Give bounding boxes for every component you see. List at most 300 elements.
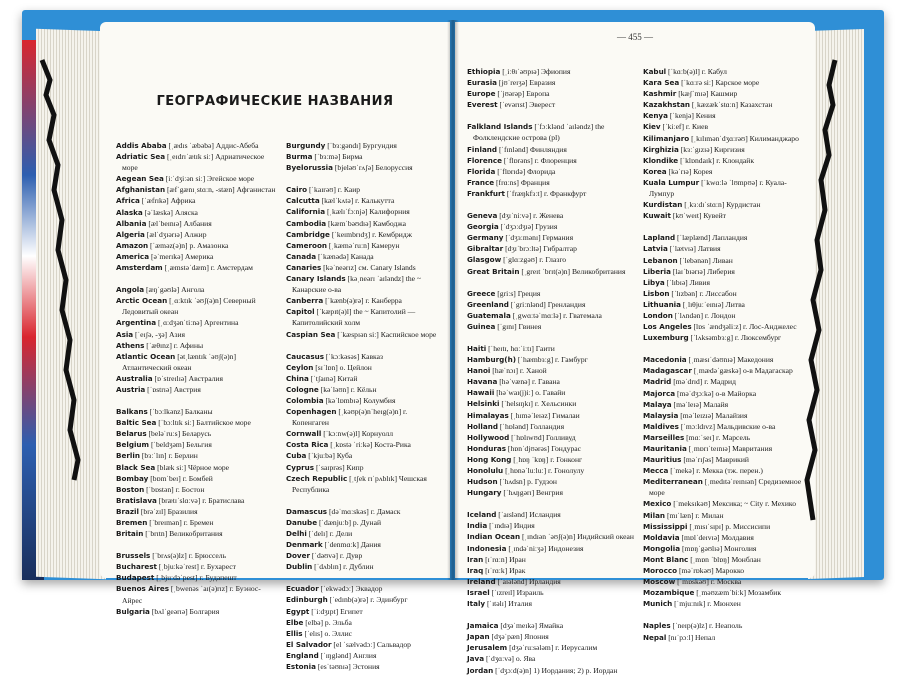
entry-definition: [ˌhɒŋ ˈkɒŋ] г. Гонконг [511,454,583,464]
dictionary-entry [116,229,276,240]
entry-headword: Mozambique [643,588,695,598]
entry-headword: Madagascar [643,366,692,376]
entry-definition: [ˈedɪnb(ə)rə] г. Эдинбург [327,595,408,605]
dictionary-entry [467,321,635,332]
entry-definition: [ˈmekə] г. Мекка (тж. перен.) [668,466,763,476]
entry-headword: Munich [643,599,673,609]
dictionary-entry [116,384,276,395]
entry-headword: Dover [286,551,311,561]
entry-headword: Adriatic Sea [116,152,166,162]
dictionary-entry [467,387,635,398]
entry-headword: Australia [116,373,153,383]
entry-definition: [mɒlˈdeɪvɪə] Молдавия [679,532,754,542]
dictionary-entry [286,184,444,195]
dictionary-entry [286,329,444,340]
entry-headword: Bratislava [116,495,157,505]
dictionary-entry [286,473,444,495]
dictionary-entry [286,373,444,384]
entry-definition: [blæk siː] Чёрное море [155,462,230,472]
dictionary-entry [286,628,444,639]
entry-headword: Capitol [286,307,315,317]
entry-definition: [ˈlʌndən] г. Лондон [672,310,736,320]
entry-definition: [ˈkwɑːlə ˈlʊmpʊə] г. Куала-Лумпур [649,177,787,199]
dictionary-entry [467,476,635,487]
entry-headword: Kuala Lumpur [643,177,700,187]
entry-headword: Kuwait [643,211,671,221]
entry-definition: [ˈbɜːgəndɪ] Бургундия [325,141,397,150]
entry-definition: [kæmˈbəʊdɪə] Камбоджа [326,218,406,228]
entry-definition: [ˈekwədɔː] Эквадор [318,584,383,594]
entry-definition: [hɒnˈdjʊərəs] Гондурас [506,443,582,453]
entry-definition: [ˌmɒn ˈblɒŋ] Монблан [688,554,761,564]
dictionary-entry [467,554,635,565]
entry-definition: [ˌmɪsɪˈsɪpɪ] р. Миссисипи [687,521,771,531]
entry-definition: [ˈlebənən] Ливан [677,255,733,265]
entry-definition: [ˈbɒstən] г. Бостон [144,484,205,494]
entry-definition: [ˌgreɪt ˈbrɪt(ə)n] Великобритания [519,266,626,276]
dictionary-entry [286,295,444,306]
entry-gap [643,609,803,620]
entry-definition: [ˈbɔːlkənz] Балканы [147,407,213,417]
entry-definition: [bɒmˈbeɪ] г. Бомбей [148,473,213,483]
dictionary-entry [643,88,803,99]
entry-headword: Bremen [116,518,148,527]
entry-headword: Jamaica [467,621,499,631]
dictionary-entry [116,528,276,539]
dictionary-entry [467,620,635,631]
dictionary-entry [467,88,635,99]
entry-headword: Hamburg(h) [467,355,516,365]
entry-gap [286,572,444,583]
entry-headword: Hanoi [467,366,491,376]
dictionary-entry [643,476,803,498]
entry-headword: Mecca [643,466,669,476]
entry-definition: [ˌbjuːdəˈpest] г. Будапешт [154,573,237,583]
entry-headword: Kenya [643,111,668,121]
dictionary-entry [286,362,444,373]
entry-headword: Kara Sea [643,78,680,88]
entry-headword: Mongolia [643,543,681,553]
entry-headword: Baltic Sea [116,418,157,428]
entry-headword: Denmark [286,540,323,550]
entry-headword: Naples [643,621,671,631]
entry-definition: [ˌlɪθjuːˈeɪnɪə] Литва [681,299,745,309]
dictionary-entry [116,506,276,517]
entry-definition: [brætɪˈslɑːvə] г. Братислава [156,495,245,505]
dictionary-entry [116,151,276,173]
entry-headword: Hong Kong [467,454,512,464]
dictionary-entry [643,155,803,166]
entry-definition: [ˌɪndɪən ˈəʊʃ(ə)n] Индийский океан [520,532,634,542]
entry-definition: [ˈlɪzbən] г. Лиссабон [669,288,737,298]
entry-definition: [ˈdænjuːb] р. Дунай [317,517,382,527]
entry-definition: [dʒɪˈbrɔːltə] Гибралтар [503,244,577,254]
entry-headword: Addis Ababa [116,141,167,150]
entry-headword: Byelorussia [286,163,333,173]
dictionary-entry [467,509,635,520]
entry-definition: [məˈleɪə] Малайя [671,399,729,409]
left-page [100,22,450,672]
entry-headword: Falkland Islands [467,122,533,132]
dictionary-entry [116,207,276,218]
entry-headword: Mexico [643,499,672,509]
entry-headword: Glasgow [467,255,502,265]
dictionary-entry [643,232,803,243]
entry-definition: [ˌmæsɪˈdəʊnɪə] Македония [686,355,774,365]
entry-definition: [ɪˈrɑːk] Ирак [483,565,526,575]
entry-definition: [məˈrɒkəʊ] Марокко [677,566,745,576]
entry-headword: Egypt [286,606,310,616]
dictionary-entry [286,606,444,617]
page-number: — 455 — [617,32,653,42]
entry-definition: [kɜːˈgɪzɪə] Киргизия [678,144,745,154]
dictionary-entry [116,572,276,583]
entry-headword: Indian Ocean [467,532,521,542]
dictionary-entry [643,532,803,543]
entry-headword: Los Angeles [643,322,692,332]
entry-headword: Ireland [467,576,496,586]
entry-headword: Indonesia [467,543,507,553]
dictionary-entry [286,428,444,439]
entry-definition: [kəˈlɒmbɪə] Колумбия [323,395,396,405]
entry-definition: [ˌməʊzæmˈbiːk] Мозамбик [694,588,782,598]
entry-definition: [ˈhʌŋgərɪ] Венгрия [501,488,563,498]
dictionary-entry [643,177,803,199]
dictionary-entry [643,133,803,144]
entry-definition: [ælˈdʒɪərɪə] Алжир [144,229,207,239]
entry-headword: Edinburgh [286,595,328,605]
dictionary-entry [643,66,803,77]
dictionary-entry [286,262,444,273]
entry-definition: [dʒəˈpæn] Япония [489,632,549,642]
dictionary-entry [643,210,803,221]
dictionary-entry [116,406,276,417]
entry-definition: [ˈæməz(ə)n] р. Амазонка [148,240,229,250]
section-title: ГЕОГРАФИЧЕСКИЕ НАЗВАНИЯ [156,94,394,109]
entry-definition: [el ˈsælvədɔː] Сальвадор [331,639,411,649]
entry-headword: Lithuania [643,299,681,309]
entry-gap [467,277,635,288]
entry-definition: [kəˈrɪə] Корея [666,166,713,176]
entry-definition: [ˌɑːktɪk ˈəʊʃ(ə)n] Северный Ледовитый океан [122,296,256,317]
entry-headword: Kiev [643,122,661,132]
entry-headword: Everest [467,100,498,110]
entry-definition: [ˈæfrɪkə] Африка [139,196,196,206]
entry-headword: Atlantic Ocean [116,351,176,361]
dictionary-entry [286,251,444,262]
entry-headword: Dublin [286,562,313,572]
entry-headword: Korea [643,166,667,176]
dictionary-entry [286,351,444,362]
dictionary-entry [643,620,803,631]
entry-definition: [ˌkæzækˈstɑːn] Казахстан [690,100,773,110]
entry-headword: Brussels [116,551,151,561]
entry-headword: Iceland [467,510,497,520]
entry-definition: [ˌkælɪˈfɔːnjə] Калифорния [325,207,410,217]
dictionary-entry [467,653,635,664]
dictionary-entry [116,450,276,461]
dictionary-entry [286,384,444,395]
entry-definition: [ˈkæpɪt(ə)l] the ~ Капитолий — Капитолийский холм [292,307,416,328]
entry-definition: [ˈiːdʒɪpt] Египет [309,606,363,616]
entry-gap [643,343,803,354]
dictionary-entry [643,288,803,299]
entry-headword: Malaysia [643,410,679,420]
entry-definition: [ˈaɪslənd] Исландия [496,510,561,520]
entry-definition: [ˈdenmɑːk] Дания [322,540,381,550]
entry-headword: Kilimanjaro [643,133,690,143]
entry-headword: Mauritania [643,444,687,453]
entry-headword: Canberra [286,296,324,306]
entry-headword: Lapland [643,233,676,243]
entry-definition: [griːs] Греция [495,288,541,298]
dictionary-entry [116,373,276,384]
entry-definition: [bʌlˈgeərɪə] Болгария [149,606,220,616]
entry-definition: [ˈjʊərəp] Европа [495,89,550,99]
dictionary-entry [286,162,444,173]
entry-gap [467,609,635,620]
entry-headword: Liberia [643,266,671,276]
entry-headword: Boston [116,484,145,494]
entry-definition: [ˈdʌblɪn] г. Дублин [312,562,374,572]
entry-definition: [ˈdelɪ] г. Дели [306,529,353,538]
entry-headword: Afghanistan [116,185,166,195]
entry-definition: [ˌɑːdʒənˈtiːnə] Аргентина [156,318,239,328]
entry-definition: [ˌkɪlɪmənˈdʒɑːrəʊ] Килиманджаро [689,133,799,143]
entry-definition: [ˈkaɪrəʊ] г. Каир [307,185,361,195]
entry-definition: [ˈklɒndaɪk] г. Клондайк [678,155,755,165]
entry-definition: [həˈwaɪ(j)iː] о. Гавайи [494,388,566,398]
entry-definition: [iːˈdʒiːən siː] Эгейское море [163,174,255,184]
dictionary-entry [643,510,803,521]
dictionary-entry [643,498,803,509]
entry-headword: Cologne [286,384,319,394]
dictionary-entry [643,121,803,132]
entry-definition: [ˈhɒlənd] Голландия [498,421,565,431]
entry-headword: Kabul [643,67,667,76]
dictionary-entry [643,576,803,587]
dictionary-entry [643,299,803,310]
dictionary-entry [467,465,635,476]
entry-headword: Great Britain [467,266,520,276]
dictionary-entry [643,421,803,432]
dictionary-entry [643,376,803,387]
dictionary-entry [467,99,635,110]
dictionary-entry [467,232,635,243]
dictionary-entry [467,543,635,554]
entry-headword: Maldives [643,421,679,431]
entry-headword: Madrid [643,377,672,387]
entry-headword: Italy [467,599,486,609]
entry-headword: Bulgaria [116,606,150,616]
entry-headword: Majorca [643,388,676,398]
entry-definition: [ˈkænədə] Канада [316,251,374,261]
entry-headword: Haiti [467,343,487,353]
entry-definition: [ˈgɪnɪ] Гвинея [495,321,542,331]
dictionary-entry [116,295,276,317]
entry-definition: [mɪˈlæn] г. Милан [665,510,724,520]
dictionary-entry [116,517,276,528]
dictionary-entry [116,240,276,251]
dictionary-entry [643,144,803,155]
entry-definition: [hæˈnɔɪ] г. Ханой [490,366,547,376]
entry-definition: [ˈglɑːzgəʊ] г. Глазго [501,255,567,265]
entry-headword: Kirghizia [643,144,679,154]
dictionary-entry [286,561,444,572]
entry-headword: Kazakhstan [643,100,691,110]
dictionary-entry [643,99,803,110]
entry-headword: Belarus [116,429,147,439]
dictionary-entry [467,365,635,376]
entry-headword: Brazil [116,506,139,516]
entry-headword: Gibraltar [467,244,504,254]
entry-definition: [ˈaɪələnd] Ирландия [495,576,561,586]
entry-definition: [ɪˈrɑːn] Иран [483,554,526,564]
entry-headword: Damascus [286,506,328,516]
entry-headword: Caspian Sea [286,329,336,339]
dictionary-entry [467,631,635,642]
entry-headword: Ethiopia [467,67,501,76]
entry-headword: Colombia [286,395,324,405]
entry-gap [286,173,444,184]
entry-headword: Cairo [286,185,308,195]
dictionary-entry [116,195,276,206]
entry-headword: Luxemburg [643,333,689,343]
dictionary-entry [643,632,803,643]
entry-headword: Delhi [286,529,307,538]
entry-headword: Burgundy [286,141,326,150]
dictionary-entry [467,299,635,310]
dictionary-entry [286,539,444,550]
dictionary-entry [116,428,276,439]
dictionary-entry [467,398,635,409]
entry-gap [643,221,803,232]
entry-definition: [ˈmjuːnɪk] г. Мюнхен [672,599,741,609]
entry-definition: [ətˌlæntɪk ˈəʊʃ(ə)n] Атлантический океан [122,351,236,372]
entry-headword: Germany [467,233,504,243]
dictionary-entry [467,598,635,609]
entry-definition: [məˈdʒɔːkə] о-в Майорка [675,388,757,398]
dictionary-entry [643,365,803,376]
entry-headword: Iran [467,554,484,564]
dictionary-entry [286,151,444,162]
entry-definition: [mɑːˈseɪ] г. Марсель [684,432,751,442]
entry-definition: [mɒŋˈgəʊlɪə] Монголия [680,543,757,553]
entry-definition: [ˈbɔːltɪk siː] Балтийское море [156,418,251,428]
entry-definition: [ˌkɒstə ˈriːkə] Коста-Рика [328,440,411,450]
entry-definition: [nɪˈpɔːl] Непал [666,632,716,642]
entry-definition: [ˌiːθɪˈəʊpɪə] Эфиопия [500,67,571,76]
entry-definition: [ˈdʒɜːmənɪ] Германия [503,233,574,243]
entry-definition: [lɒs ˈændʒəliːz] г. Лос-Анджелес [691,322,797,332]
dictionary-entry [467,642,635,653]
entry-definition: [sɪˈlɒn] о. Цейлон [313,362,372,372]
dictionary-entry [286,229,444,240]
entry-definition: [elbə] р. Эльба [303,617,352,627]
dictionary-entry [467,410,635,421]
entry-definition: [ˈdʒɔːd(ə)n] 1) Иордания; 2) р. Иордан [493,665,618,675]
entry-definition: [ˈkɔːkəsəs] Кавказ [324,351,384,361]
dictionary-entry [286,395,444,406]
dictionary-entry [116,473,276,484]
dictionary-entry [467,254,635,265]
entry-definition: [ˈgriːnlənd] Гренландия [508,299,586,309]
dictionary-entry [643,443,803,454]
entry-definition: [ˌtʃek rɪˈpʌblɪk] Чешская Республика [292,473,427,494]
entry-headword: Malaya [643,399,672,409]
entry-definition: [ˈkɑːrə siː] Карское море [679,78,760,88]
entry-headword: Georgia [467,222,499,232]
dictionary-entry [467,565,635,576]
entry-definition: [esˈtəʊnɪə] Эстония [316,662,380,672]
entry-headword: Honduras [467,443,507,453]
dictionary-entry [286,650,444,661]
entry-definition: [ˌgwɑːtəˈmɑːlə] г. Гватемала [510,310,602,320]
entry-headword: Buenos Aires [116,584,170,594]
entry-definition: [ˌmedɪtəˈreɪnɪən] Средиземное море [649,477,802,498]
entry-definition: [ˈhɒlɪwʊd] Голливуд [509,432,576,442]
thumb-index-right [785,60,845,520]
entry-definition: [ˈkɑːb(ə)l] г. Кабул [666,67,727,76]
dictionary-entry [467,177,635,188]
dictionary-entry [286,583,444,594]
entry-headword: Copenhagen [286,407,337,417]
entry-headword: Ecuador [286,584,319,594]
entry-definition: [ˈmɔːldɪvz] Мальдивские о-ва [678,421,776,431]
entry-headword: Bombay [116,473,149,483]
entry-definition: [ˈlæplænd] Лапландия [675,233,748,243]
dictionary-entry [286,306,444,328]
entry-headword: Cambridge [286,229,330,239]
dictionary-entry [643,388,803,399]
entry-definition: [ˈbeldʒəm] Бельгия [149,440,212,450]
entry-headword: Caucasus [286,351,325,361]
right-page [455,22,815,675]
dictionary-entry [286,406,444,428]
dictionary-entry [116,417,276,428]
entry-definition: [ˈdʒɔːdʒɪə] Грузия [498,222,558,232]
thumb-index-left [40,60,100,480]
entry-headword: Nepal [643,632,667,642]
entry-definition: [məˈleɪzɪə] Малайзия [678,410,748,420]
entry-headword: Balkans [116,407,148,417]
entry-definition: [ˌkæməˈruːn] Камерун [327,240,400,250]
entry-definition: [ˈlɪbɪə] Ливия [664,277,710,287]
entry-definition: [kæʃˈmɪə] Кашмир [676,89,738,99]
dictionary-entry [643,354,803,365]
entry-definition: [ˈelɪs] о. Эллис [302,628,353,638]
dictionary-entry [467,376,635,387]
dictionary-entry [643,410,803,421]
dictionary-entry [643,332,803,343]
dictionary-entry [286,140,444,151]
entry-headword: Finland [467,144,498,154]
entry-headword: Honolulu [467,466,504,475]
entry-definition: [kəˌneərɪ ˈaɪləndz] the ~ Канарские о-ва [292,274,422,295]
dictionary-entry [467,421,635,432]
entry-headword: Europe [467,89,496,99]
entry-headword: Cambodia [286,218,327,228]
entry-headword: Amazon [116,240,149,250]
entry-headword: Hollywood [467,432,510,442]
entry-headword: Cyprus [286,462,315,472]
dictionary-entry [467,520,635,531]
entry-headword: Morocco [643,566,678,576]
entry-definition: [ˈfræŋkfɜːt] г. Франкфурт [504,188,587,198]
entry-definition: [ˌhɒnəˈluːluː] г. Гонолулу [503,466,585,475]
left-column-2 [286,140,444,672]
entry-definition: [frɑːns] Франция [494,177,550,187]
